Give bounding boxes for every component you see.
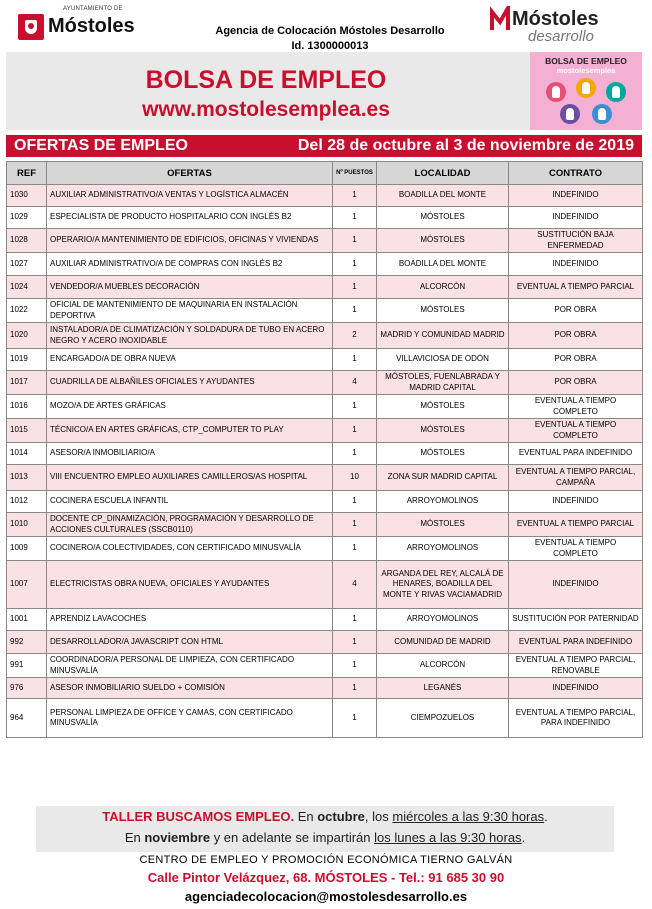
table-row — [7, 465, 643, 491]
center-name: CENTRO DE EMPLEO Y PROMOCIÓN ECONÓMICA TIERNO GALVÁN — [139, 854, 513, 866]
contract-cell: EVENTUAL A TIEMPO PARCIAL — [509, 513, 643, 537]
positions-cell: 1 — [333, 631, 377, 654]
contract-cell: EVENTUAL A TIEMPO PARCIAL, CAMPAÑA — [509, 465, 643, 491]
table-header-row — [7, 162, 643, 185]
location-cell: MÓSTOLES — [377, 207, 509, 229]
person-icon — [606, 82, 626, 102]
contract-cell: SUSTITUCIÓN BAJA ENFERMEDAD — [509, 229, 643, 253]
positions-cell: 1 — [333, 276, 377, 299]
col-offer: OFERTAS — [47, 162, 333, 185]
offer-cell: INSTALADOR/A DE CLIMATIZACIÓN Y SOLDADURA DE TUBO EN ACERO NEGRO Y ACERO INOXIDABLE — [47, 323, 333, 349]
offers-bar — [6, 135, 642, 157]
promo-title: BOLSA DE EMPLEO — [545, 56, 627, 66]
positions-cell: 1 — [333, 229, 377, 253]
workshop-text: , los — [364, 809, 393, 824]
positions-cell: 1 — [333, 699, 377, 738]
positions-cell: 1 — [333, 609, 377, 631]
page-title: BOLSA DE EMPLEO — [145, 66, 387, 94]
ref-cell: 1029 — [7, 207, 47, 229]
mostoles-council-logo — [10, 6, 135, 40]
location-cell: MÓSTOLES — [377, 419, 509, 443]
workshop-text: En — [294, 809, 318, 824]
positions-cell: 1 — [333, 678, 377, 699]
location-cell: MÓSTOLES — [377, 395, 509, 419]
workshop-title: TALLER BUSCAMOS EMPLEO. — [102, 809, 295, 824]
ref-cell: 1009 — [7, 537, 47, 561]
agency-name: Agencia de Colocación Móstoles Desarrollo — [215, 25, 445, 37]
ref-cell: 1015 — [7, 419, 47, 443]
contract-cell: EVENTUAL A TIEMPO PARCIAL, RENOVABLE — [509, 654, 643, 678]
offer-cell: ESPECIALISTA DE PRODUCTO HOSPITALARIO CON INGLÉS B2 — [47, 207, 333, 229]
offer-cell: PERSONAL LIMPIEZA DE OFFICE Y CAMAS, CON CERTIFICADO MINUSVALÍA — [47, 699, 333, 738]
contract-cell: INDEFINIDO — [509, 491, 643, 513]
contract-cell: EVENTUAL A TIEMPO PARCIAL — [509, 276, 643, 299]
job-offers-table — [6, 161, 643, 738]
offer-cell: COCINERO/A COLECTIVIDADES, CON CERTIFICADO MINUSVALÍA — [47, 537, 333, 561]
positions-cell: 10 — [333, 465, 377, 491]
contract-cell: EVENTUAL A TIEMPO PARCIAL, PARA INDEFINIDO — [509, 699, 643, 738]
location-cell: BOADILLA DEL MONTE — [377, 253, 509, 276]
contract-cell: POR OBRA — [509, 371, 643, 395]
workshop-text: y en adelante se impartirán — [210, 830, 375, 845]
promo-image — [530, 52, 642, 130]
table-row — [7, 561, 643, 609]
ref-cell: 964 — [7, 699, 47, 738]
positions-cell: 1 — [333, 349, 377, 371]
location-cell: MADRID Y COMUNIDAD MADRID — [377, 323, 509, 349]
person-icon — [592, 104, 612, 124]
ref-cell: 1014 — [7, 443, 47, 465]
desarrollo-logo-sub: desarrollo — [528, 28, 594, 45]
offer-cell: OFICIAL DE MANTENIMIENTO DE MAQUINARIA EN INSTALACIÓN DEPORTIVA — [47, 299, 333, 323]
offer-cell: APRENDIZ LAVACOCHES — [47, 609, 333, 631]
offer-cell: VENDEDOR/A MUEBLES DECORACIÓN — [47, 276, 333, 299]
offer-cell: AUXILIAR ADMINISTRATIVO/A DE COMPRAS CON INGLÉS B2 — [47, 253, 333, 276]
positions-cell: 1 — [333, 299, 377, 323]
table-row — [7, 395, 643, 419]
ref-cell: 1028 — [7, 229, 47, 253]
table-row — [7, 229, 643, 253]
contract-cell: SUSTITUCIÓN POR PATERNIDAD — [509, 609, 643, 631]
location-cell: ARROYOMOLINOS — [377, 491, 509, 513]
offer-cell: AUXILIAR ADMINISTRATIVO/A VENTAS Y LOGÍSTICA ALMACÉN — [47, 185, 333, 207]
table-row — [7, 253, 643, 276]
location-cell: COMUNIDAD DE MADRID — [377, 631, 509, 654]
location-cell: ARGANDA DEL REY, ALCALÁ DE HENARES, BOADILLA DEL MONTE Y RIVAS VACIAMADRID — [377, 561, 509, 609]
agency-id: Id. 1300000013 — [291, 40, 369, 52]
contract-cell: INDEFINIDO — [509, 678, 643, 699]
workshop-line-1 — [36, 809, 614, 824]
desarrollo-mark-icon — [490, 6, 510, 32]
location-cell: ARROYOMOLINOS — [377, 609, 509, 631]
contact-email[interactable]: agenciadecolocacion@mostolesdesarrollo.es — [184, 889, 468, 904]
promo-subtitle: mostolesemplea — [556, 66, 616, 75]
contract-cell: INDEFINIDO — [509, 185, 643, 207]
offer-cell: ASESOR INMOBILIARIO SUELDO + COMISIÓN — [47, 678, 333, 699]
offer-cell: ASESOR/A INMOBILIARIO/A — [47, 443, 333, 465]
location-cell: LEGANÉS — [377, 678, 509, 699]
contract-cell: INDEFINIDO — [509, 253, 643, 276]
ref-cell: 1020 — [7, 323, 47, 349]
offer-cell: VIII ENCUENTRO EMPLEO AUXILIARES CAMILLEROS/AS HOSPITAL — [47, 465, 333, 491]
table-row — [7, 609, 643, 631]
positions-cell: 1 — [333, 537, 377, 561]
location-cell: MÓSTOLES — [377, 443, 509, 465]
center-address: Calle Pintor Velázquez, 68. MÓSTOLES - Tel.: 91 685 30 90 — [147, 870, 505, 885]
workshop-text: . — [521, 830, 526, 845]
mostoles-desarrollo-logo — [484, 4, 634, 48]
col-contract: CONTRATO — [509, 162, 643, 185]
offer-cell: COORDINADOR/A PERSONAL DE LIMPIEZA, CON CERTIFICADO MINUSVALÍA — [47, 654, 333, 678]
location-cell: CIEMPOZUELOS — [377, 699, 509, 738]
positions-cell: 1 — [333, 443, 377, 465]
location-cell: MÓSTOLES — [377, 513, 509, 537]
offer-cell: DESARROLLADOR/A JAVASCRIPT CON HTML — [47, 631, 333, 654]
contract-cell: EVENTUAL PARA INDEFINIDO — [509, 631, 643, 654]
contract-cell: INDEFINIDO — [509, 561, 643, 609]
council-logo-name: Móstoles — [48, 15, 135, 37]
ref-cell: 991 — [7, 654, 47, 678]
workshop-text: En — [124, 830, 145, 845]
title-band — [6, 52, 642, 130]
positions-cell: 1 — [333, 253, 377, 276]
website-url[interactable]: www.mostolesemplea.es — [142, 98, 390, 121]
table-row — [7, 443, 643, 465]
location-cell: ZONA SUR MADRID CAPITAL — [377, 465, 509, 491]
offer-cell: CUADRILLA DE ALBAÑILES OFICIALES Y AYUDANTES — [47, 371, 333, 395]
positions-cell: 1 — [333, 395, 377, 419]
table-row — [7, 419, 643, 443]
location-cell: MÓSTOLES — [377, 229, 509, 253]
table-row — [7, 537, 643, 561]
positions-cell: 1 — [333, 185, 377, 207]
person-icon — [576, 78, 596, 98]
ref-cell: 1017 — [7, 371, 47, 395]
workshop-schedule: los lunes a las 9:30 horas — [374, 830, 522, 845]
location-cell: BOADILLA DEL MONTE — [377, 185, 509, 207]
workshop-schedule: miércoles a las 9:30 horas — [392, 809, 545, 824]
offer-cell: TÉCNICO/A EN ARTES GRÁFICAS, CTP_COMPUTER TO PLAY — [47, 419, 333, 443]
location-cell: MÓSTOLES — [377, 299, 509, 323]
offers-period: Del 28 de octubre al 3 de noviembre de 2019 — [297, 137, 634, 154]
ref-cell: 1016 — [7, 395, 47, 419]
offer-cell: MOZO/A DE ARTES GRÁFICAS — [47, 395, 333, 419]
contract-cell: EVENTUAL A TIEMPO COMPLETO — [509, 419, 643, 443]
offer-cell: ENCARGADO/A DE OBRA NUEVA — [47, 349, 333, 371]
crest-icon — [18, 14, 44, 40]
table-row — [7, 185, 643, 207]
contract-cell: POR OBRA — [509, 323, 643, 349]
table-row — [7, 699, 643, 738]
col-location: LOCALIDAD — [377, 162, 509, 185]
person-icon — [560, 104, 580, 124]
offer-cell: OPERARIO/A MANTENIMIENTO DE EDIFICIOS, OFICINAS Y VIVIENDAS — [47, 229, 333, 253]
positions-cell: 1 — [333, 491, 377, 513]
table-row — [7, 323, 643, 349]
offer-cell: DOCENTE CP_DINAMIZACIÓN, PROGRAMACIÓN Y DESARROLLO DE ACCIONES CULTURALES (SSCB0110) — [47, 513, 333, 537]
workshop-line-2 — [36, 830, 614, 845]
positions-cell: 1 — [333, 513, 377, 537]
ref-cell: 976 — [7, 678, 47, 699]
table-row — [7, 631, 643, 654]
ref-cell: 1001 — [7, 609, 47, 631]
contract-cell: EVENTUAL A TIEMPO COMPLETO — [509, 537, 643, 561]
table-row — [7, 349, 643, 371]
col-ref: REF — [7, 162, 47, 185]
offers-label: OFERTAS DE EMPLEO — [14, 137, 188, 154]
contract-cell: INDEFINIDO — [509, 207, 643, 229]
offer-cell: COCINERA ESCUELA INFANTIL — [47, 491, 333, 513]
location-cell: MÓSTOLES, FUENLABRADA Y MADRID CAPITAL — [377, 371, 509, 395]
table-row — [7, 299, 643, 323]
ref-cell: 1030 — [7, 185, 47, 207]
table-row — [7, 371, 643, 395]
workshop-month: octubre — [317, 809, 365, 824]
col-positions: Nº PUESTOS — [333, 162, 377, 185]
table-row — [7, 654, 643, 678]
desarrollo-logo-name: Móstoles — [512, 8, 599, 30]
person-icon — [546, 82, 566, 102]
offer-cell: ELECTRICISTAS OBRA NUEVA, OFICIALES Y AYUDANTES — [47, 561, 333, 609]
table-row — [7, 207, 643, 229]
ref-cell: 1019 — [7, 349, 47, 371]
location-cell: VILLAVICIOSA DE ODÓN — [377, 349, 509, 371]
ref-cell: 1024 — [7, 276, 47, 299]
positions-cell: 1 — [333, 207, 377, 229]
ref-cell: 1022 — [7, 299, 47, 323]
ref-cell: 1010 — [7, 513, 47, 537]
contract-cell: POR OBRA — [509, 349, 643, 371]
positions-cell: 2 — [333, 323, 377, 349]
table-row — [7, 513, 643, 537]
location-cell: ALCORCÓN — [377, 654, 509, 678]
agency-header — [180, 24, 480, 54]
table-row — [7, 276, 643, 299]
workshop-text: . — [544, 809, 548, 824]
location-cell: ARROYOMOLINOS — [377, 537, 509, 561]
ref-cell: 1007 — [7, 561, 47, 609]
council-logo-caption: AYUNTAMIENTO DE — [63, 6, 123, 12]
ref-cell: 1013 — [7, 465, 47, 491]
table-row — [7, 491, 643, 513]
ref-cell: 1012 — [7, 491, 47, 513]
ref-cell: 992 — [7, 631, 47, 654]
contract-cell: EVENTUAL PARA INDEFINIDO — [509, 443, 643, 465]
positions-cell: 1 — [333, 654, 377, 678]
positions-cell: 4 — [333, 561, 377, 609]
positions-cell: 1 — [333, 419, 377, 443]
ref-cell: 1027 — [7, 253, 47, 276]
workshop-month: noviembre — [144, 830, 211, 845]
contract-cell: EVENTUAL A TIEMPO COMPLETO — [509, 395, 643, 419]
location-cell: ALCORCÓN — [377, 276, 509, 299]
table-row — [7, 678, 643, 699]
contract-cell: POR OBRA — [509, 299, 643, 323]
positions-cell: 4 — [333, 371, 377, 395]
